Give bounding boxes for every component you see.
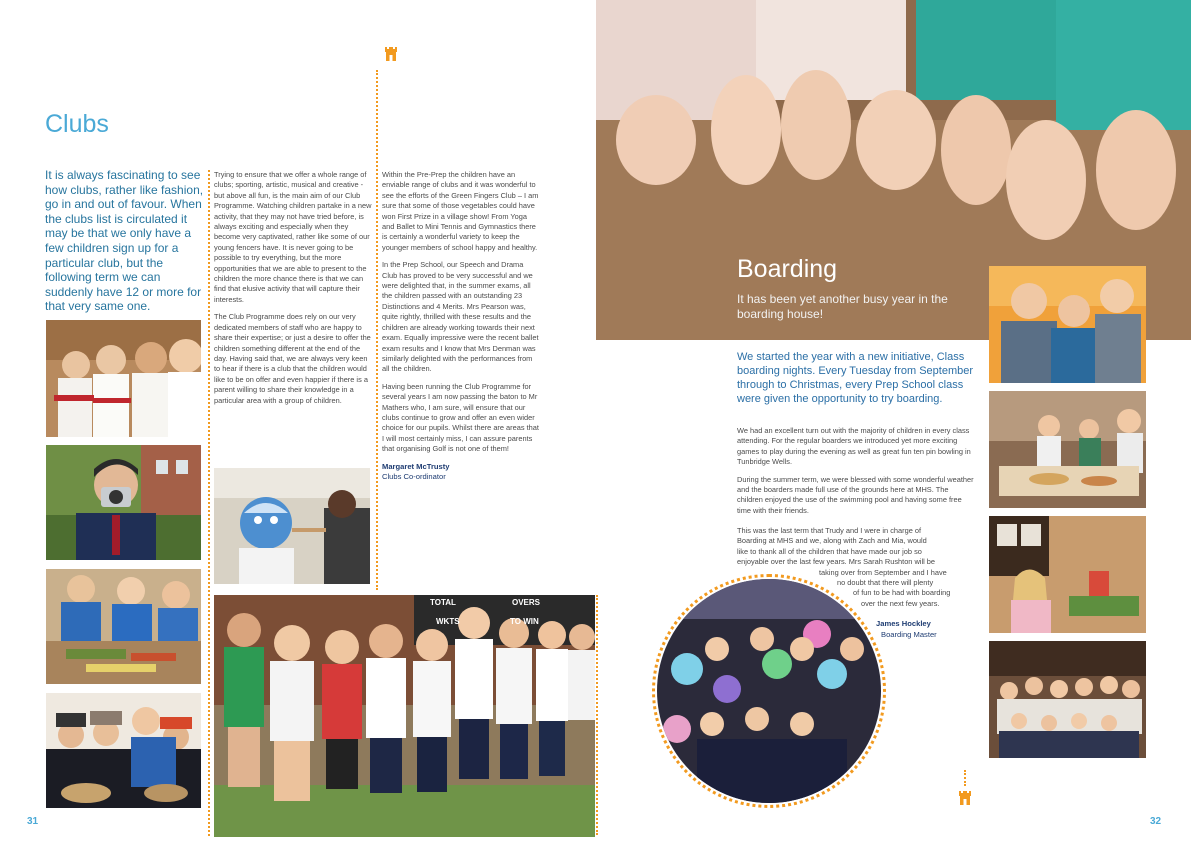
boarding-title: Boarding [737,255,838,283]
photo-karate-children [46,320,201,437]
signature-name: Margaret McTrusty [382,461,450,471]
photo-bowling-group [657,579,881,803]
photo-sports-day-girls [214,595,595,837]
text-line: like to thank all of the children that have made our job so [737,546,922,556]
scoreboard-label: OVERS [512,598,541,607]
clubs-intro: It is always fascinating to see how clubs, rather like fashion, go in and out of favour. When the clubs list is circulated it may be that we only have a few children sign up for a particular club, but the following term we can suddenly have 12 or more for that very same one. [45,168,204,314]
photo-girl-game [989,516,1146,633]
scoreboard-label: TO WIN [510,617,539,626]
signature-name: James Hockley [876,619,931,628]
photo-three-boys [989,266,1146,383]
column-divider [376,70,378,590]
photo-dinner-table [989,391,1146,508]
photo-boarders-group [989,641,1146,758]
boarding-signature [876,619,937,640]
photo-boy-camera [46,445,201,560]
column-divider [208,170,210,836]
photo-cooking-club [46,693,201,808]
signature-role: Boarding Master [881,629,937,639]
text-line: taking over from September and I have [819,567,947,577]
boarding-intro: We started the year with a new initiative, Class boarding nights. Every Tuesday from September through to Christmas, every Prep School class were given the opportunity to try boarding. [737,351,974,405]
paragraph: We had an excellent turn out with the majority of children in every class attending. For the regular boarders we introduced yet more exciting games to play during the evening as well as great fun ten pin bowling in Tunbridge Wells. [737,426,971,467]
photo-craft-table [46,569,201,684]
text-line: This was the last term that Trudy and I were in charge of [737,526,922,535]
clubs-title: Clubs [45,110,109,138]
clubs-column-1 [214,170,372,413]
boarding-subtitle: It has been yet another busy year in the boarding house! [737,292,948,321]
text-line: no doubt that there will plenty [837,578,934,588]
paragraph: In the Prep School, our Speech and Drama Club has proved to be very successful and we were delighted that, in the summer exams, all the children passed with an outstanding 23 Distinctions and 4 Merits. Mrs Pearson was, quite rightly, thrilled with these results and the children are already working towards their next exam. Equally impressive were the recent ballet exam results and I know that Mrs Denman was similarly delighted with the performances from all the children. [382,260,539,374]
column-divider [596,595,598,835]
page-number-left: 31 [27,816,39,827]
clubs-column-2 [382,170,540,483]
signature-role: Clubs Co-ordinator [382,472,446,482]
castle-icon [958,790,972,806]
castle-icon [384,46,398,62]
column-divider [964,770,966,786]
scoreboard-label: WKTS [436,617,460,626]
paragraph: During the summer term, we were blessed with some wonderful weather and the boarders made full use of the grounds here at MHS. The children enjoyed the use of the swimming pool and having some free time with their friends. [737,474,974,515]
paragraph: Within the Pre-Prep the children have an enviable range of clubs and it was wonderful to see the efforts of the Green Fingers Club – I am sure that some of those vegetables could have won First Prize in a village show! From Yoga and Ballet to Mini Tennis and Gymnastics there is certainly a wonderful variety to keep the younger members of school happy and healthy. [382,170,539,252]
boarding-body [737,426,974,523]
page-number-right: 32 [1150,816,1162,827]
text-line: of fun to be had with boarding [853,588,951,598]
paragraph: Trying to ensure that we offer a whole range of clubs; sporting, artistic, musical and creative - but above all fun, is the main aim of our Club Programme. Watching children partake in a new activity, that they may not have tried before, is always exciting and especially when they become very captivated, rather like some of our young fencers have. It is never going to be possible to try everything, but the more opportunities that we are able to present to the children the more chance there is that we can find that elusive activity that will capture their interests. [214,170,372,304]
text-line: enjoyable over the last few years. Mrs Sarah Rushton will be [737,557,935,567]
scoreboard-label: TOTAL [430,598,456,607]
paragraph: The Club Programme does rely on our very dedicated members of staff who are happy to share their expertise; or just a desire to offer the children something different at the end of the day. Having said that, we are always very keen to hear if there is a club that the children would like to be on offer and even happier if there is a parent willing to share their knowledge in a particular area with a group of children. [214,312,371,405]
paragraph: Having been running the Club Programme for several years I am now passing the baton to Mr Mathers who, I am sure, will ensure that our clubs continue to grow and offer an even wider choice for our pupils. Whilst there are areas that I will most certainly miss, I can assure parents that organising Golf is not one of them! [382,381,539,454]
text-line: Boarding at MHS and we, along with Zach and Mia, would [737,536,927,546]
photo-face-painting [214,468,370,584]
text-line: over the next few years. [861,598,940,608]
